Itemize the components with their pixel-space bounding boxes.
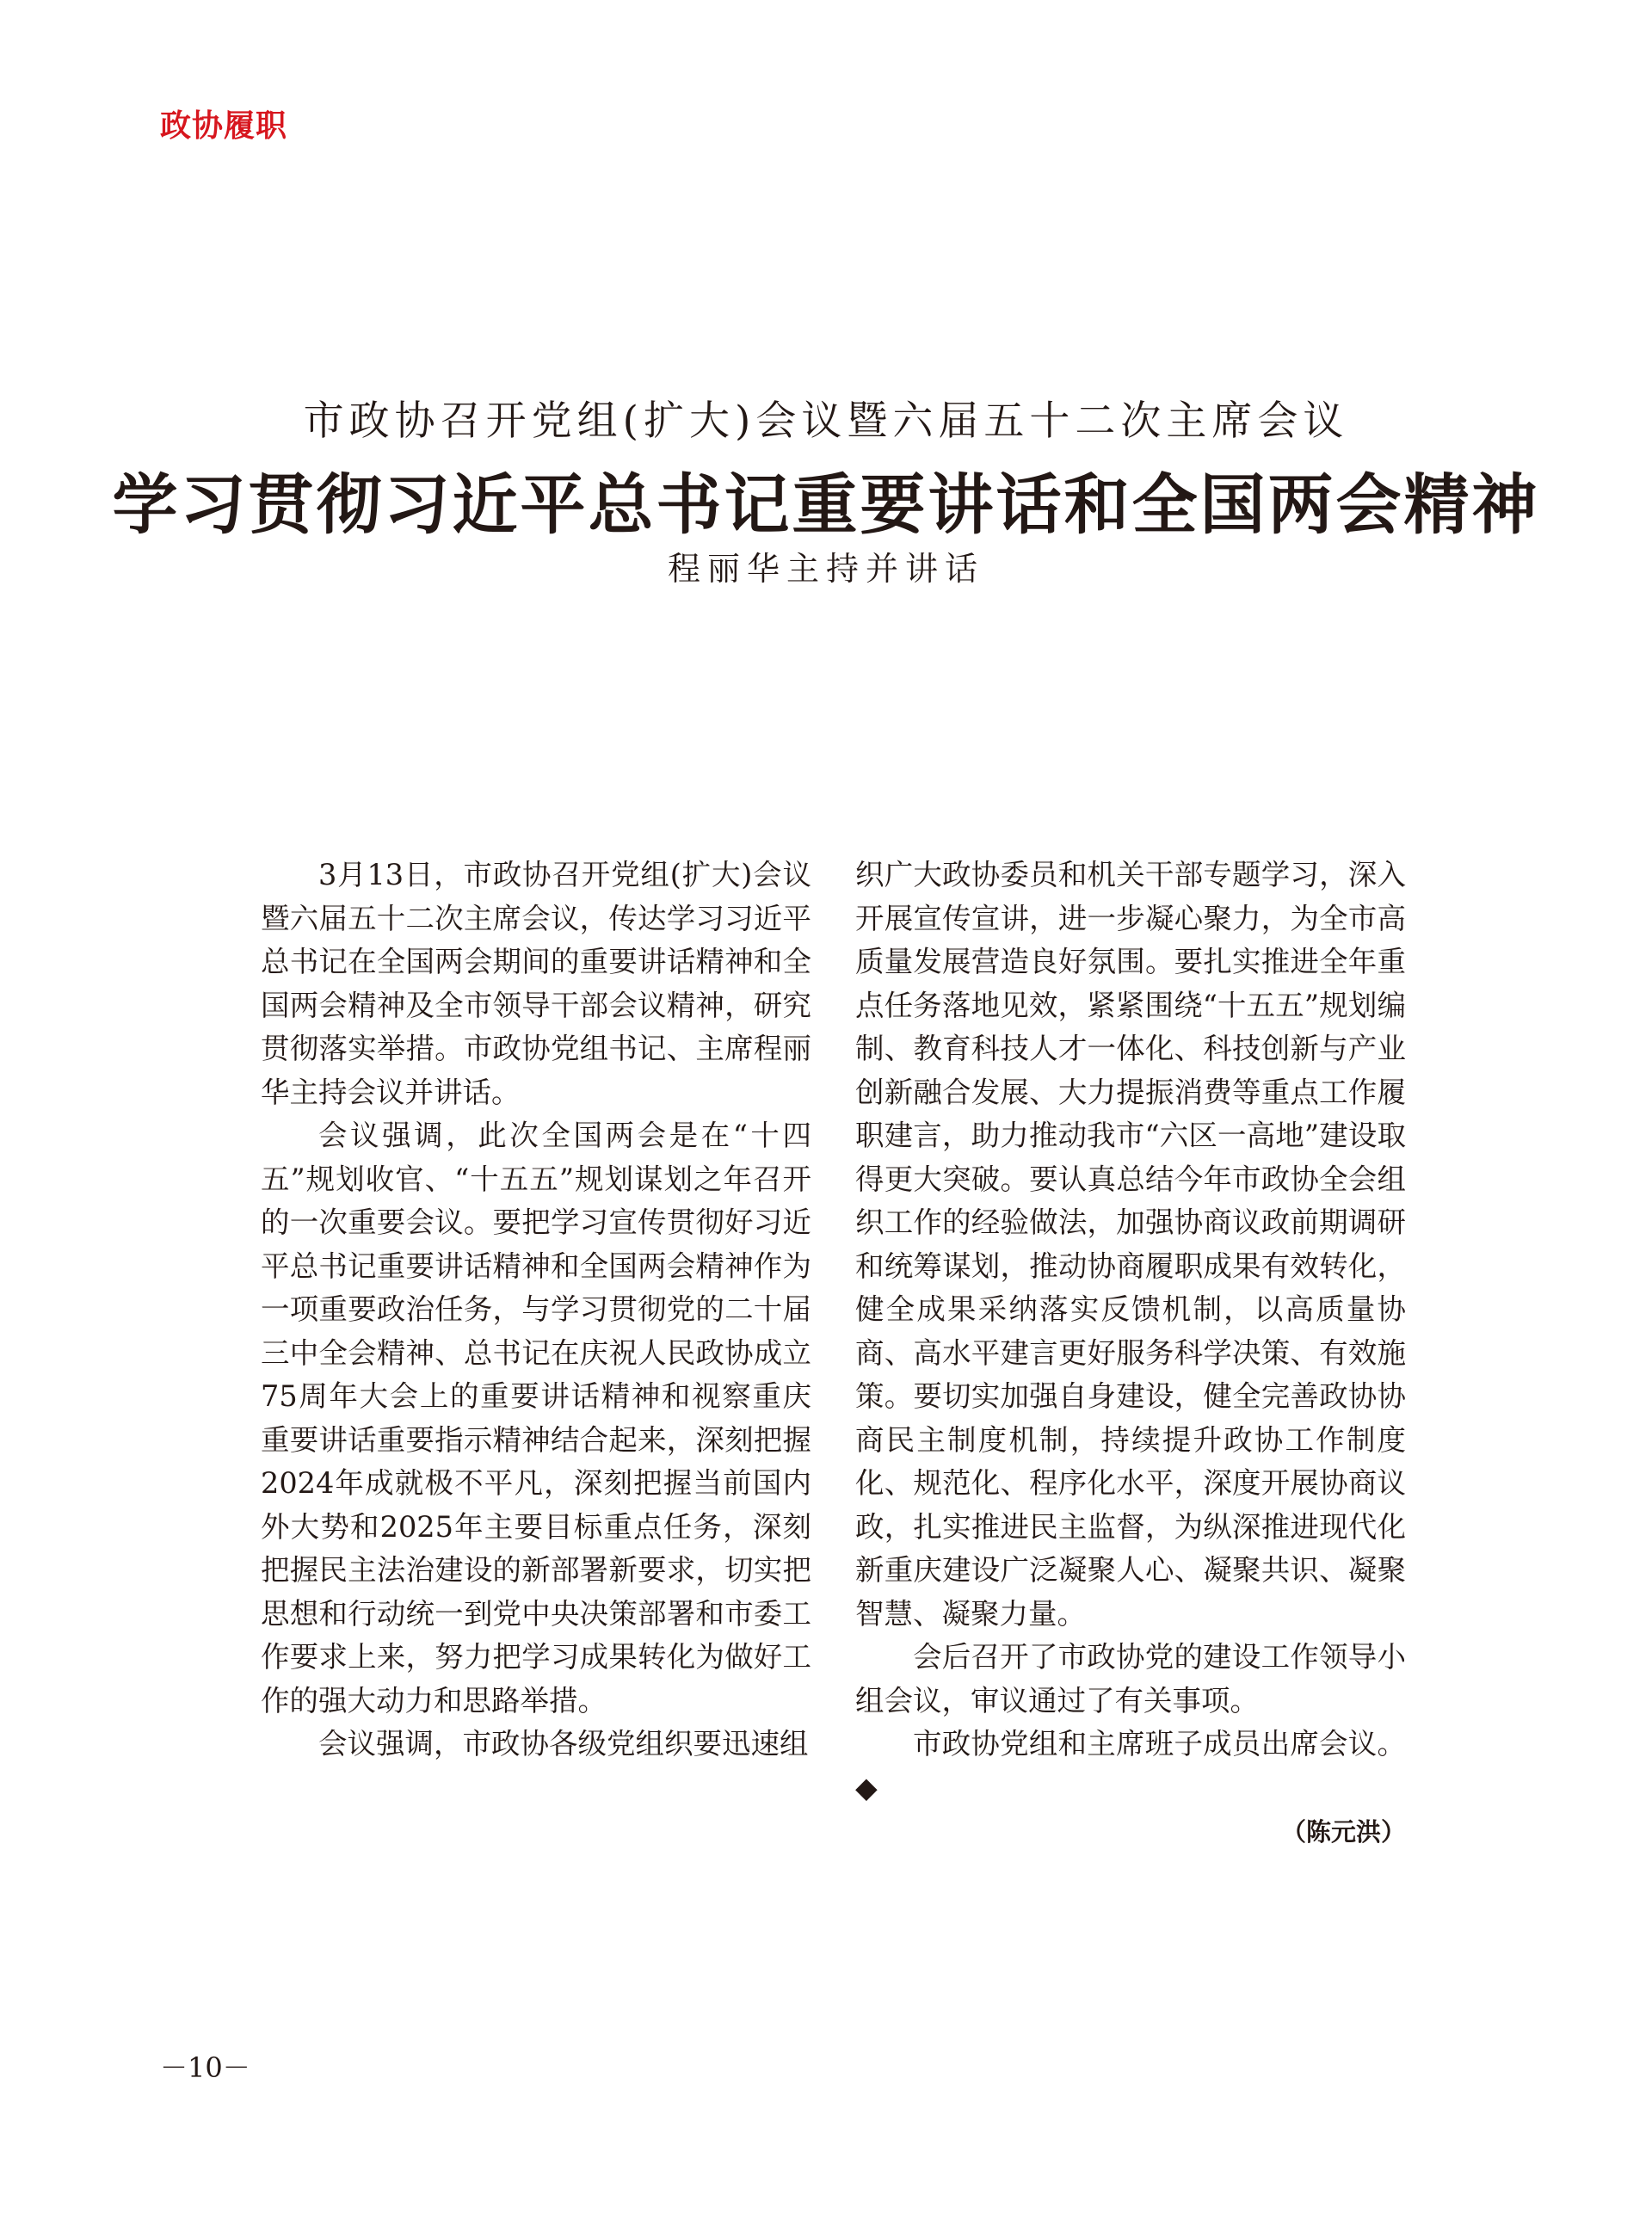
section-label: 政协履职 bbox=[160, 108, 288, 144]
article-title: 学习贯彻习近平总书记重要讲话和全国两会精神 bbox=[112, 466, 1540, 543]
paragraph: 会议强调，此次全国两会是在“十四五”规划收官、“十五五”规划谋划之年召开的一次重要会议。要把学习宣传贯彻好习近平总书记重要讲话精神和全国两会精神作为一项重要政治任务，与学习贯彻党的二十届三中全会精神、总书记在庆祝人民政协成立75周年大会上的重要讲话精神和视察重庆重要讲话重要指示精神结合起来，深刻把握2024年成就极不平凡，深刻把握当前国内外大势和2025年主要目标重点任务，深刻把握民主法治建设的新部署新要求，切实把思想和行动统一到党中央决策部署和市委工作要求上来，努力把学习成果转化为做好工作的强大动力和思路举措。 bbox=[261, 1119, 811, 1717]
article-subtitle: 程丽华主持并讲话 bbox=[667, 550, 984, 588]
paragraph: 会后召开了市政协党的建设工作领导小组会议，审议通过了有关事项。 bbox=[855, 1640, 1406, 1717]
article-column-right bbox=[855, 854, 1406, 1851]
paragraph: 3月13日，市政协召开党组(扩大)会议暨六届五十二次主席会议，传达学习习近平总书记在全国两会期间的重要讲话精神和全国两会精神及全市领导干部会议精神，研究贯彻落实举措。市政协党组书记、主席程丽华主持会议并讲话。 bbox=[261, 858, 811, 1109]
paragraph: 织广大政协委员和机关干部专题学习，深入开展宣传宣讲，进一步凝心聚力，为全市高质量发展营造良好氛围。要扎实推进全年重点任务落地见效，紧紧围绕“十五五”规划编制、教育科技人才一体化、科技创新与产业创新融合发展、大力提振消费等重点工作履职建言，助力推动我市“六区一高地”建设取得更大突破。要认真总结今年市政协全会组织工作的经验做法，加强协商议政前期调研和统筹谋划，推动协商履职成果有效转化，健全成果采纳落实反馈机制，以高质量协商、高水平建言更好服务科学决策、有效施策。要切实加强自身建设，健全完善政协协商民主制度机制，持续提升政协工作制度化、规范化、程序化水平，深度开展协商议政，扎实推进民主监督，为纵深推进现代化新重庆建设广泛凝聚人心、凝聚共识、凝聚智慧、凝聚力量。 bbox=[855, 858, 1406, 1631]
article-column-left bbox=[261, 854, 811, 1767]
paragraph: 市政协党组和主席班子成员出席会议。◆ bbox=[855, 1727, 1406, 1804]
article-author: （陈元洪） bbox=[1280, 1817, 1406, 1847]
paragraph: 会议强调，市政协各级党组织要迅速组 bbox=[318, 1727, 809, 1760]
article-kicker: 市政协召开党组(扩大)会议暨六届五十二次主席会议 bbox=[303, 398, 1349, 445]
page-number: －10－ bbox=[160, 2051, 250, 2084]
